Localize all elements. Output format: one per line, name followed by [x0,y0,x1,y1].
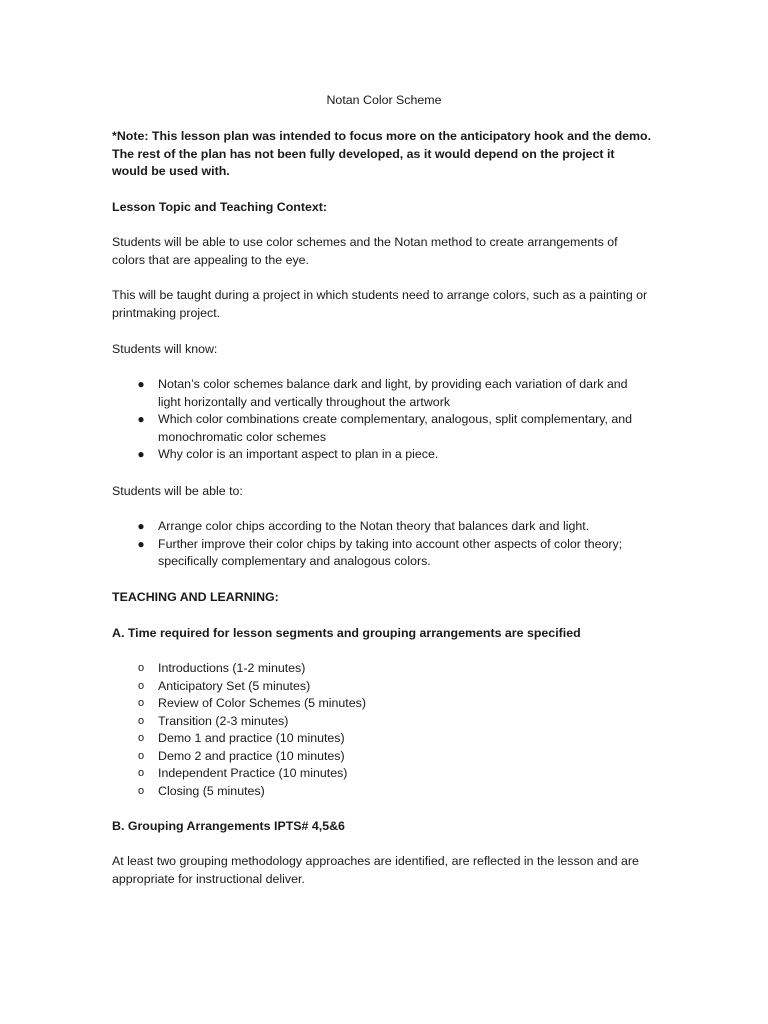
list-item-text: Transition (2-3 minutes) [158,713,289,728]
list-item-text: Introductions (1-2 minutes) [158,661,306,675]
list-item [112,695,652,713]
list-item-text: Review of Color Schemes (5 minutes) [158,696,366,710]
list-item-text: Anticipatory Set (5 minutes) [158,678,311,693]
section-b-paragraph: At least two grouping methodology approaches are identified, are reflected in the lesson and are appropriate for instructional deliver. [112,854,639,886]
segments-list [112,660,652,800]
know-heading: Students will know: [112,342,218,356]
able-list [112,518,652,571]
list-item [112,536,652,571]
section-a-heading: A. Time required for lesson segments and grouping arrangements are specified [112,626,581,640]
list-item-text: Notan’s color schemes balance dark and light, by providing each variation of dark and light horizontally and vertically throughout the artwork [158,377,628,409]
list-item [112,730,652,748]
list-item-text: Demo 2 and practice (10 minutes) [158,748,345,763]
able-heading: Students will be able to: [112,484,243,498]
list-item-text: Independent Practice (10 minutes) [158,766,348,780]
topic-heading: Lesson Topic and Teaching Context: [112,200,328,214]
list-item-text: Closing (5 minutes) [158,783,265,798]
list-item [112,678,652,696]
list-item [112,748,652,766]
page-title: Notan Color Scheme [326,93,442,107]
list-item-text: Why color is an important aspect to plan in a piece. [158,447,439,461]
bullet-icon: ● [137,447,145,461]
circle-bullet-icon: o [137,767,145,779]
circle-bullet-icon: o [137,749,145,762]
circle-bullet-icon: o [137,697,145,709]
list-item [112,783,652,801]
list-item [112,411,652,446]
circle-bullet-icon: o [137,662,145,674]
circle-bullet-icon: o [137,732,145,744]
topic-paragraph-2: This will be taught during a project in which students need to arrange colors, such as a painting or printmaking project. [112,288,648,320]
bullet-icon: ● [137,377,145,391]
circle-bullet-icon: o [137,679,145,692]
list-item [112,765,652,783]
list-item [112,660,652,678]
list-item [112,376,652,411]
list-item [112,713,652,731]
know-list [112,376,652,464]
list-item-text: Further improve their color chips by taking into account other aspects of color theory; specifically complementary and analogous colors. [158,536,623,568]
topic-paragraph-1: Students will be able to use color schemes and the Notan method to create arrangements of colors that are appealing to the eye. [112,235,618,267]
bullet-icon: ● [137,519,145,533]
bullet-icon: ● [137,412,145,426]
note-paragraph: *Note: This lesson plan was intended to focus more on the anticipatory hook and the demo. The rest of the plan has not been fully developed, as it would depend on the project it would be used with. [112,129,652,178]
section-b-heading: B. Grouping Arrangements IPTS# 4,5&6 [112,819,345,833]
circle-bullet-icon: o [137,784,145,797]
list-item-text: Which color combinations create complementary, analogous, split complementary, and monochromatic color schemes [158,412,633,444]
circle-bullet-icon: o [137,714,145,727]
teaching-heading: TEACHING AND LEARNING: [112,590,279,604]
list-item [112,518,652,536]
list-item [112,446,652,464]
bullet-icon: ● [137,536,145,551]
list-item-text: Arrange color chips according to the Notan theory that balances dark and light. [158,519,590,533]
list-item-text: Demo 1 and practice (10 minutes) [158,731,345,745]
